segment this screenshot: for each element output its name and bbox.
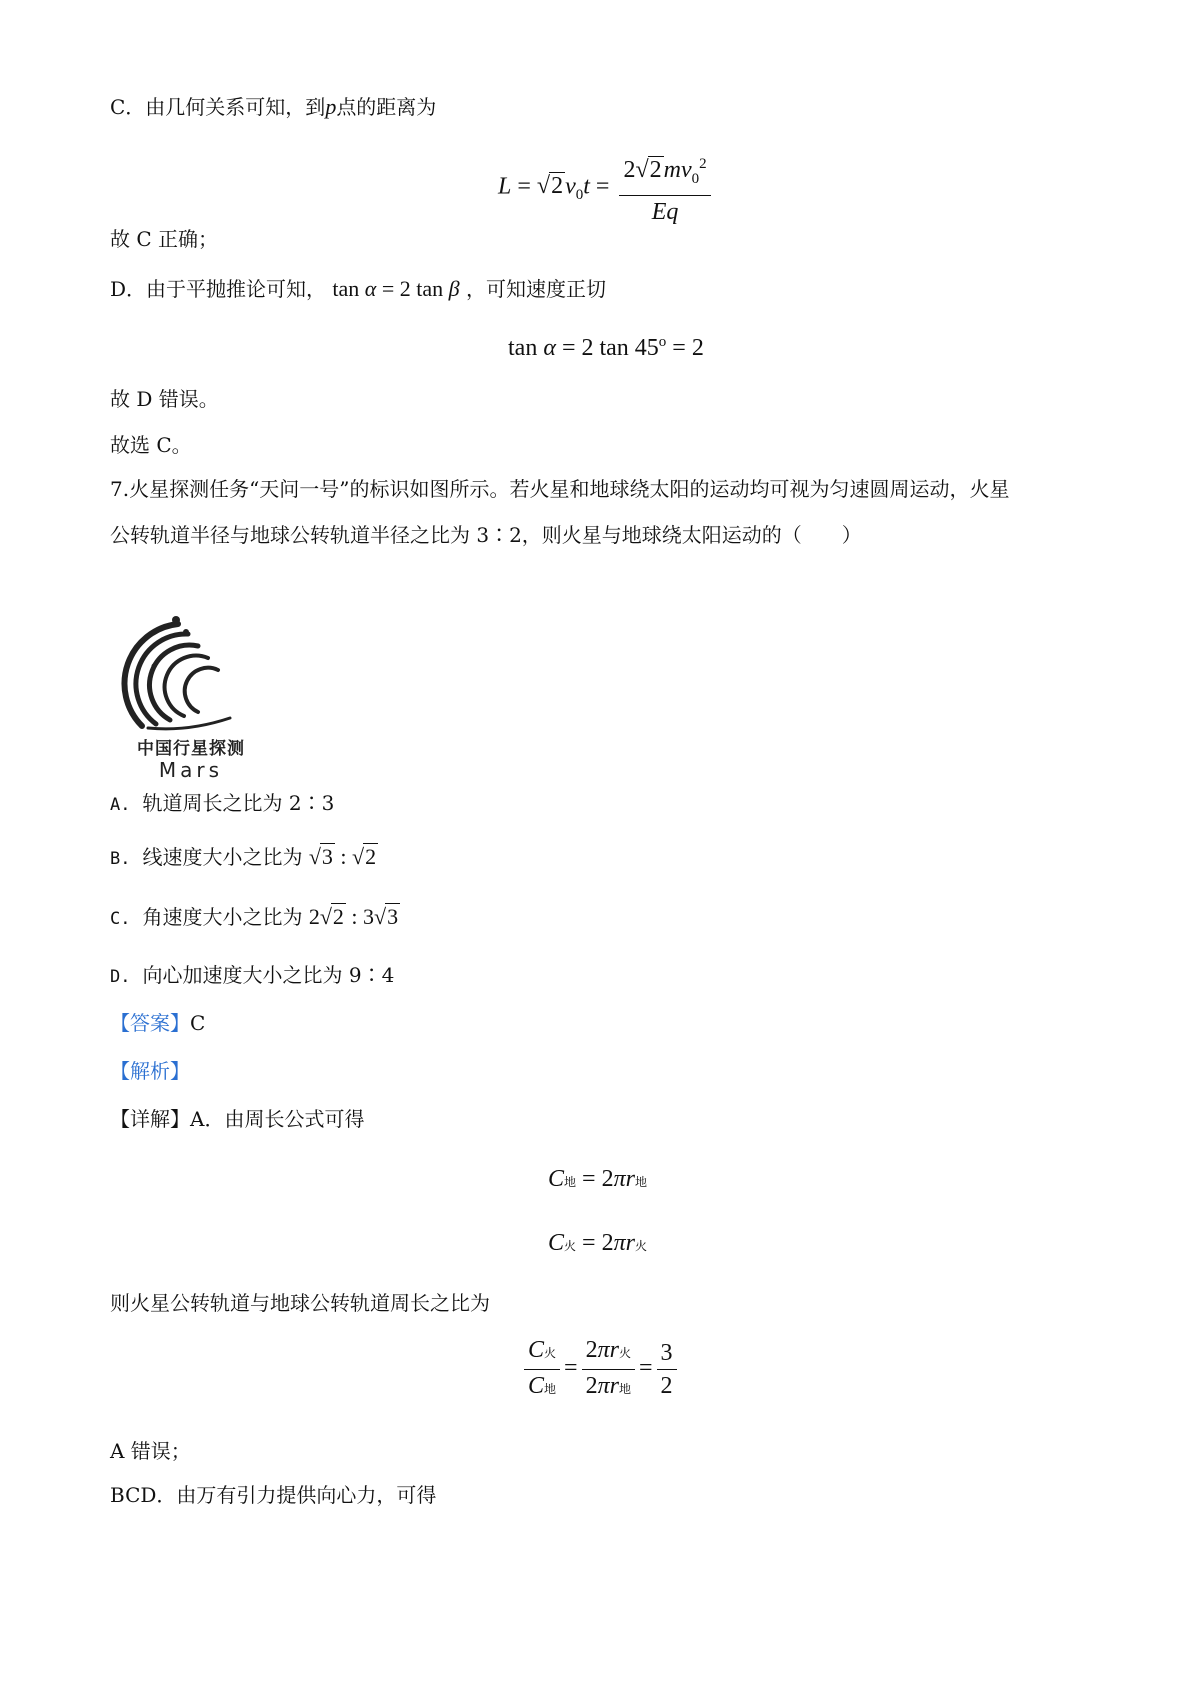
logo-text-en: Mars — [158, 758, 224, 782]
option-b: B. 线速度大小之比为 √3 : √2 — [110, 844, 377, 869]
analysis-label: 【解析】 — [110, 1059, 190, 1083]
ratio-intro: 则火星公转轨道与地球公转轨道周长之比为 — [110, 1291, 490, 1315]
equation-tan-alpha: tan α = 2 $\tan 45^o = 2$ — [508, 334, 704, 361]
option-c: C. 角速度大小之比为 2√2 : 3√3 — [110, 904, 399, 929]
equation-c-mars: C火 = 2πr火 — [548, 1230, 647, 1256]
logo-text-cn: 中国行星探测 — [137, 739, 245, 759]
option-d-explanation: D．由于平抛推论可知， tan α = 2 tan β ，可知速度正切 — [110, 276, 606, 301]
detail-intro: 【详解】A．由周长公式可得 — [110, 1107, 365, 1131]
question-7-line-2: 公转轨道半径与地球公转轨道半径之比为 3∶2，则火星与地球绕太阳运动的（ ） — [110, 523, 862, 547]
option-d-conclusion: 故 D 错误。 — [110, 387, 219, 411]
option-a-conclusion: A 错误； — [110, 1439, 191, 1463]
final-choice: 故选 C。 — [110, 433, 192, 457]
equation-circumference-ratio: $\frac{\text{C火}}{\text{C地}}$ = $\frac{\text{2πr火}}{\text{2πr地}}$ = $\frac{3}{2}$ — [520, 1336, 681, 1403]
tianwen-logo — [118, 606, 264, 784]
equation-c-earth: C地 = 2πr地 — [548, 1166, 647, 1192]
option-c-conclusion: 故 C 正确； — [110, 227, 219, 251]
option-d: D. 向心加速度大小之比为 9∶4 — [110, 963, 395, 987]
bcd-explanation: BCD．由万有引力提供向心力，可得 — [110, 1483, 437, 1507]
question-7-line-1: 7.火星探测任务“天问一号”的标识如图所示。若火星和地球绕太阳的运动均可视为匀速圆周运动，火星 — [110, 477, 1010, 501]
answer: 【答案】C — [110, 1011, 206, 1035]
option-a: A. 轨道周长之比为 2∶3 — [110, 791, 335, 815]
equation-distance-l: $L = √2v_0t$ = $\frac{2√2mv_0^2}{Eq}$ — [498, 150, 715, 226]
option-c-explanation: C．由几何关系可知，到p点的距离为 — [110, 94, 437, 119]
